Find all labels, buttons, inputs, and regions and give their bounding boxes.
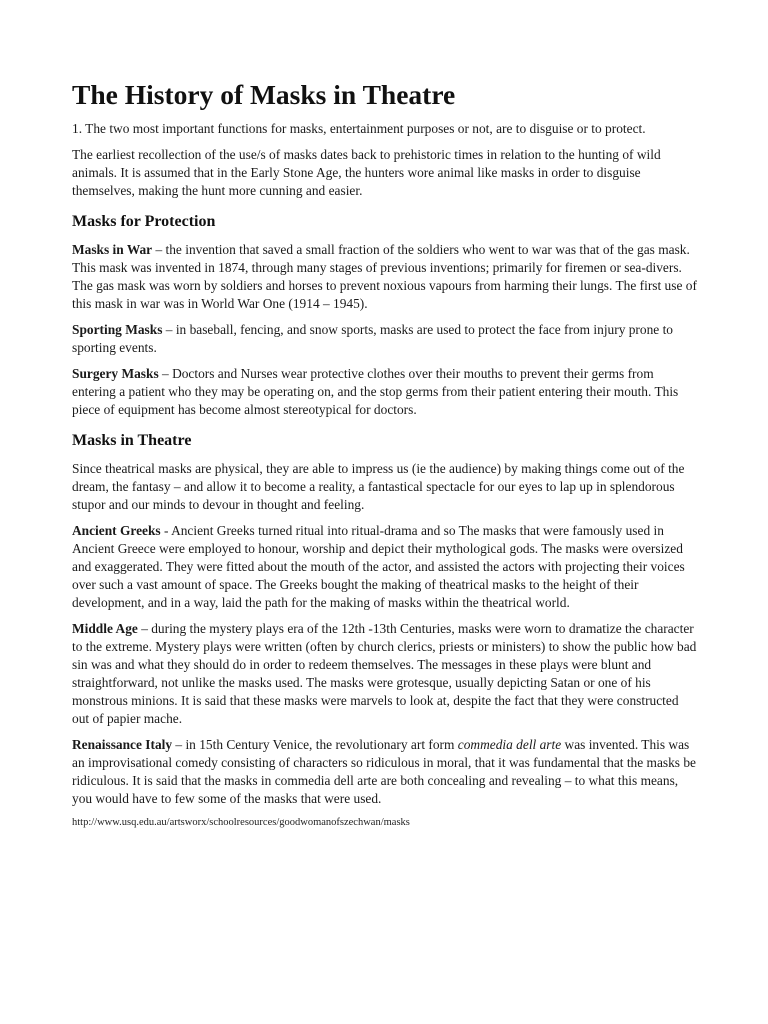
intro-paragraph-1: 1. The two most important functions for masks, entertainment purposes or not, are to disguise or to protect. [72,121,646,136]
source-url: http://www.usq.edu.au/artsworx/schoolresources/goodwomanofszechwan/masks [72,817,410,828]
middle-age-paragraph [72,620,698,728]
sporting-text: – in baseball, fencing, and snow sports, masks are used to protect the face from injury prone to sporting events. [72,322,673,355]
surgery-lead: Surgery Masks [72,366,159,381]
document-page [72,78,698,829]
renaissance-text-after: was invented. This was an improvisational comedy consisting of characters so ridiculous in moral, that it was fundamental that the masks be ridiculous. It is said that the masks in commedia dell arte are both concealing and revealing – to what this means, you would have to few some of the masks that were used. [72,737,696,806]
surgery-text: – Doctors and Nurses wear protective clothes over their mouths to prevent their germs from entering a patient who they may be operating on, and the stop germs from their patient entering their mouth. This piece of equipment has become almost stereotypical for doctors. [72,366,679,417]
renaissance-paragraph [72,736,698,808]
sporting-lead: Sporting Masks [72,322,163,337]
middle-age-lead: Middle Age [72,621,138,636]
theatre-heading: Masks in Theatre [72,432,192,449]
intro-paragraph-2: The earliest recollection of the use/s of masks dates back to prehistoric times in relation to the hunting of wild animals. It is assumed that in the Early Stone Age, the hunters wore animal like masks in order to disguise themselves, making the hunt more cunning and easier. [72,147,661,198]
war-lead: Masks in War [72,242,153,257]
document-title: The History of Masks in Theatre [72,79,456,110]
renaissance-italic: commedia dell arte [457,737,562,752]
sporting-paragraph [72,321,698,357]
war-paragraph [72,241,698,313]
greeks-text: - Ancient Greeks turned ritual into ritual-drama and so The masks that were famously used in Ancient Greece were employed to honour, worship and depict their mythological gods. The masks were oversized and exaggerated. They were fitted about the mouth of the actor, and assisted the actors with projecting their voices over such a vast amount of space. The Greeks bought the making of theatrical masks to the height of their development, and in a way, laid the path for the making of masks within the theatrical world. [72,523,685,610]
surgery-paragraph [72,365,698,419]
theatre-intro-paragraph: Since theatrical masks are physical, they are able to impress us (ie the audience) by making things come out of the dream, the fantasy – and allow it to become a reality, a fantastical spectacle for our eyes to lap up in splendorous stupor and our minds to devour in thought and feeling. [72,461,685,512]
renaissance-lead: Renaissance Italy [72,737,173,752]
renaissance-text-before: – in 15th Century Venice, the revolutionary art form [172,737,458,752]
protection-heading: Masks for Protection [72,213,216,230]
middle-age-text: – during the mystery plays era of the 12th -13th Centuries, masks were worn to dramatize the character to the extreme. Mystery plays were written (often by church clerics, priests or ministers) to show the public how bad sin was and what they should do in order to redeem themselves. The messages in these plays were blunt and straightforward, not unlike the masks used. The masks were grotesque, usually depicting Satan or one of his monstrous minions. It is said that these masks were marvels to look at, despite the fact that they were constructed out of papier mache. [72,621,697,726]
greeks-lead: Ancient Greeks [72,523,161,538]
war-text: – the invention that saved a small fraction of the soldiers who went to war was that of the gas mask. This mask was invented in 1874, through many stages of previous inventions; primarily for firemen or sea-divers. The gas mask was worn by soldiers and horses to prevent noxious vapours from harming their lungs. The first use of this mask in war was in World War One (1914 – 1945). [72,242,697,311]
greeks-paragraph [72,522,698,612]
